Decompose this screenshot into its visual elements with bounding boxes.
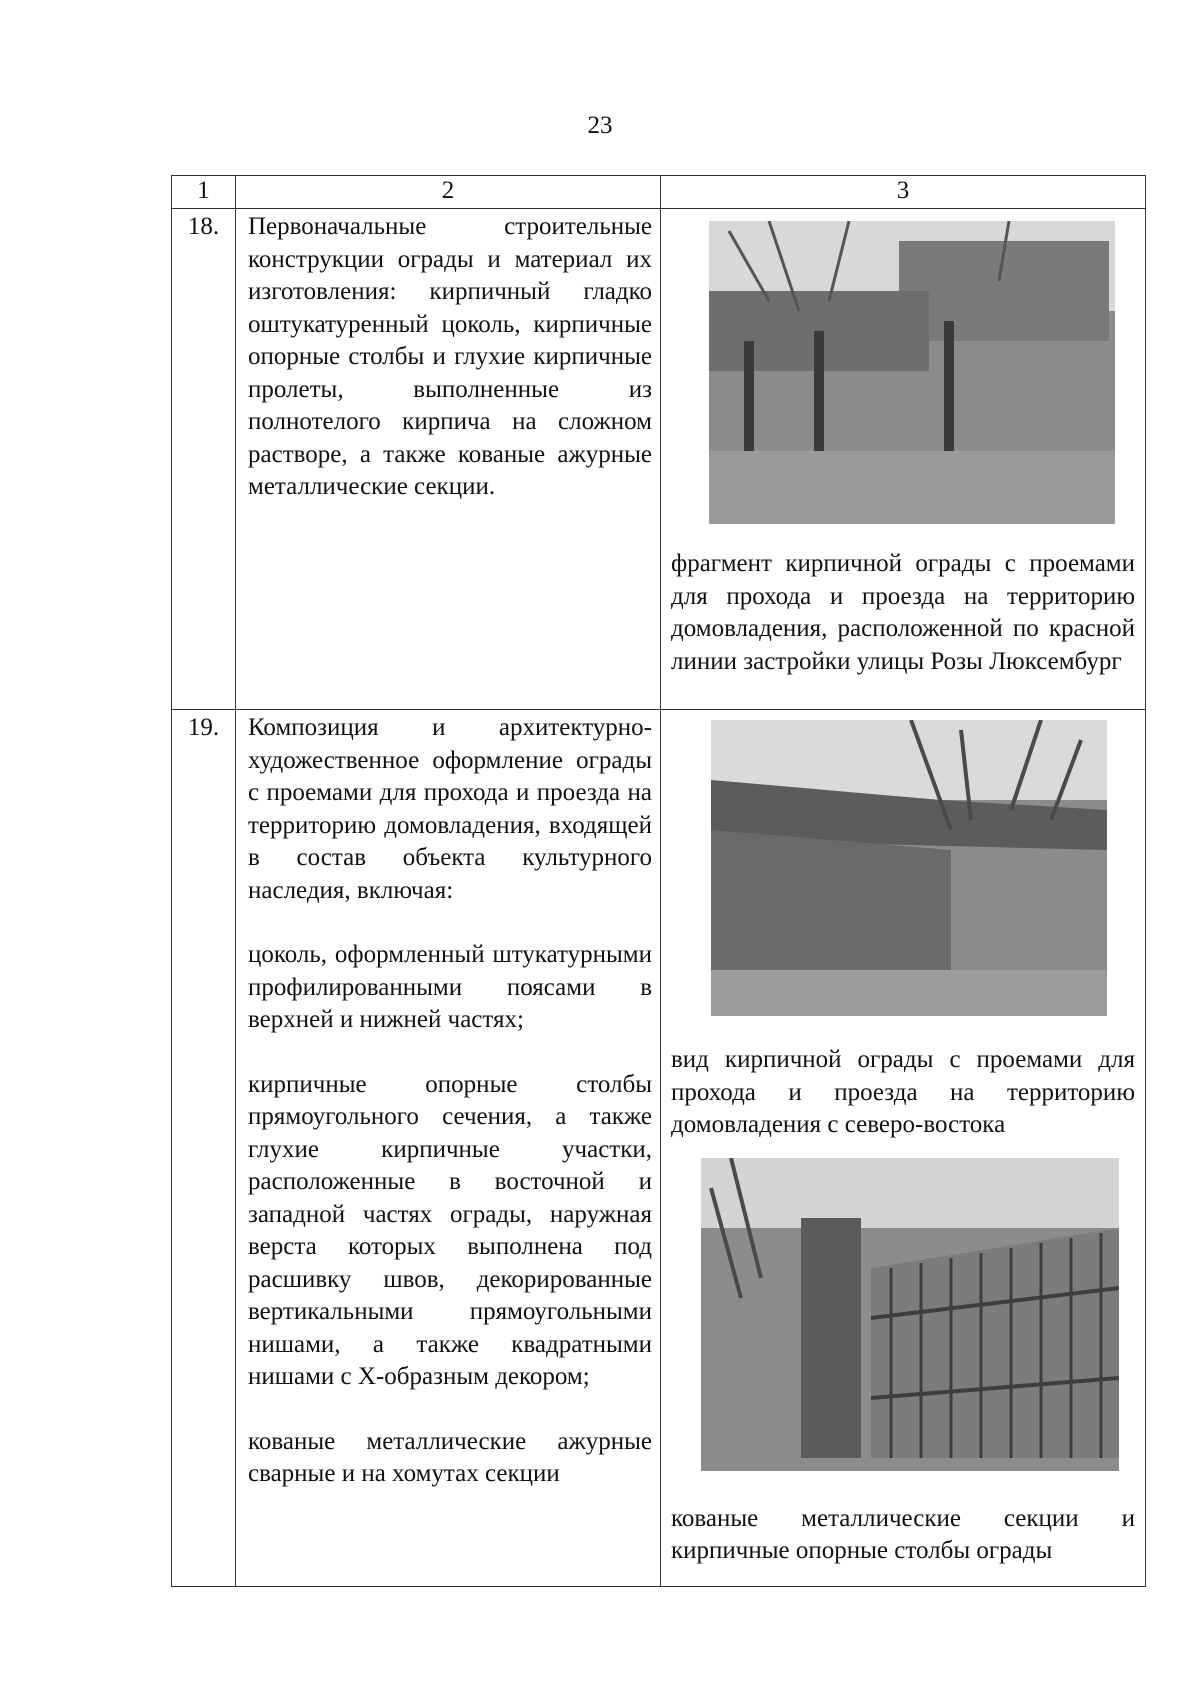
row-photos xyxy=(661,710,1146,1587)
row-photos xyxy=(661,209,1146,710)
description-paragraph: Первоначальные строительные конструкции ограды и материал их изготовления: кирпичный гладко оштукатуренный цоколь, кирпичные опорные столбы и глухие кирпичные пролеты, выполненные из полнотелого кирпича на сложном растворе, а также кованые ажурные металлические секции. xyxy=(248,213,652,500)
table-header-row xyxy=(172,176,1146,209)
photo-caption: кованые металлические секции и кирпичные опорные столбы ограды xyxy=(671,1504,1135,1564)
row-description xyxy=(236,209,661,710)
row-number: 18. xyxy=(172,209,236,710)
description-paragraph: кирпичные опорные столбы прямоугольного сечения, а также глухие кирпичные участки, расположенные в восточной и западной частях ограды, наружная верста которых выполнена под расшивку швов, декорированные вертикальными прямоугольными нишами, а также квадратными нишами с Х-образным декором; xyxy=(248,1070,652,1390)
description-paragraph: цоколь, оформленный штукатурными профилированными поясами в верхней и нижней частях; xyxy=(248,941,652,1033)
header-col-3: 3 xyxy=(661,176,1146,209)
table-row xyxy=(172,209,1146,710)
photo-brick-fence xyxy=(709,221,1115,524)
row-number: 19. xyxy=(172,710,236,1587)
page-number: 23 xyxy=(587,112,613,139)
photo-caption: фрагмент кирпичной ограды с проемами для прохода и проезда на территорию домовладения, расположенной по красной линии застройки улицы Розы Люксембург xyxy=(671,550,1135,675)
description-paragraph: кованые металлические ажурные сварные и на хомутах секции xyxy=(248,1427,652,1487)
photo-wrought-iron-sections xyxy=(701,1158,1119,1471)
description-paragraph: Композиция и архитектурно-художественное оформление ограды с проемами для прохода и проезда на территорию домовладения, входящей в состав объекта культурного наследия, включая: xyxy=(248,714,652,904)
photo-brick-fence-northeast xyxy=(711,720,1107,1016)
header-col-2: 2 xyxy=(236,176,661,209)
table-row xyxy=(172,710,1146,1587)
header-col-1: 1 xyxy=(172,176,236,209)
photo-caption: вид кирпичной ограды с проемами для прохода и проезда на территорию домовладения с северо-востока xyxy=(671,1046,1135,1138)
row-description xyxy=(236,710,661,1587)
heritage-table xyxy=(171,175,1146,1587)
